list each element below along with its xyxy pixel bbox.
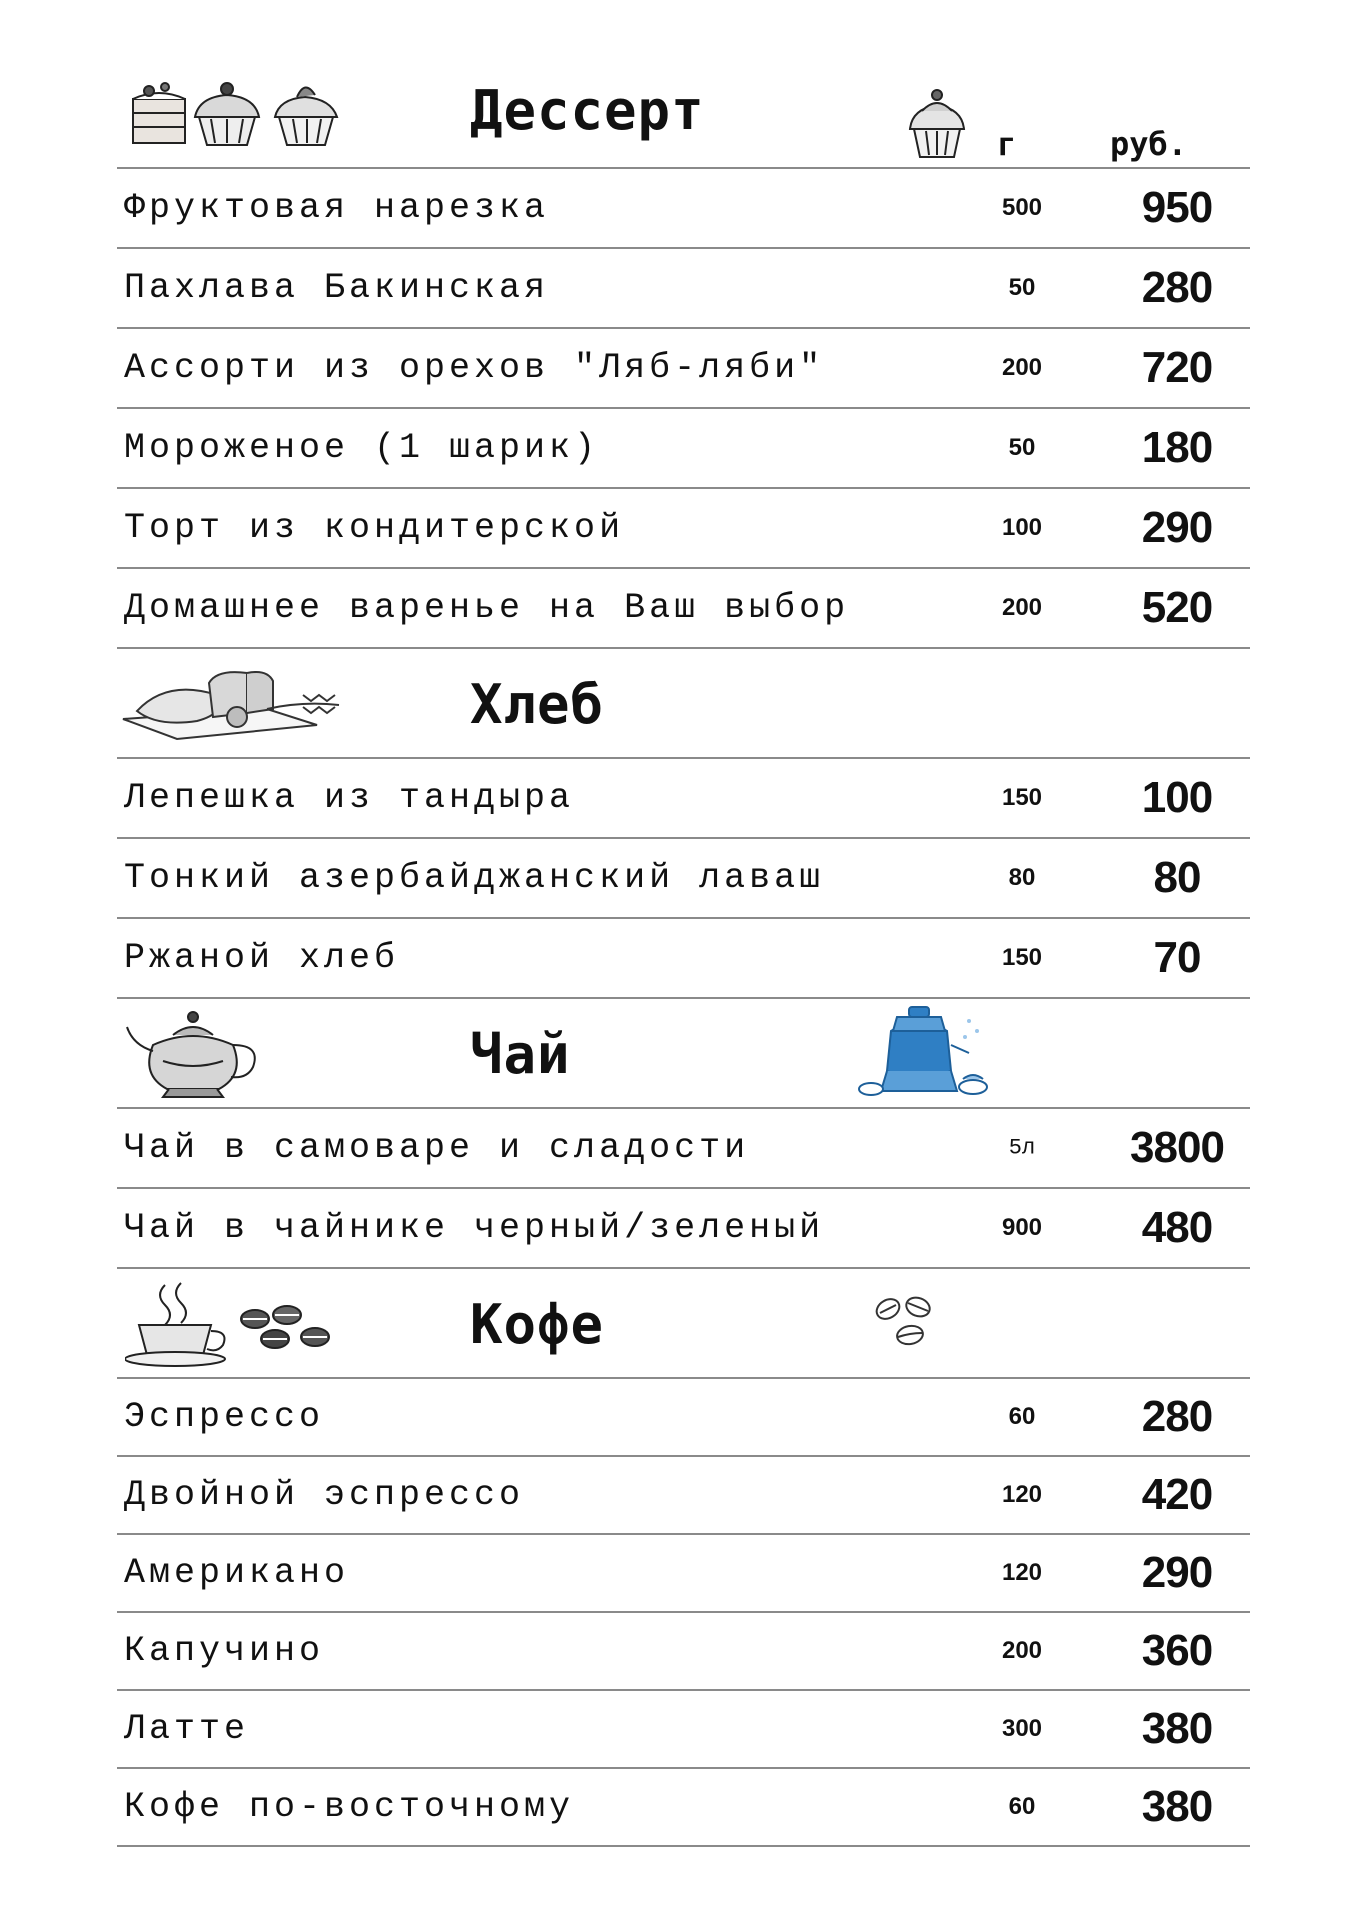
menu-item bbox=[117, 1189, 1250, 1269]
item-price: 100 bbox=[1141, 773, 1213, 822]
item-weight: 150 bbox=[1001, 944, 1043, 971]
cakes-icon bbox=[129, 73, 344, 149]
menu-item bbox=[117, 1613, 1250, 1691]
item-weight: 150 bbox=[1001, 784, 1043, 811]
menu-item bbox=[117, 1109, 1250, 1189]
item-weight: 80 bbox=[1008, 864, 1036, 891]
item-weight: 60 bbox=[1008, 1403, 1036, 1430]
section-title-coffee: Кофе bbox=[470, 1293, 605, 1356]
menu-item bbox=[117, 249, 1250, 329]
item-weight: 200 bbox=[1001, 354, 1043, 381]
item-weight: 500 bbox=[1001, 194, 1043, 221]
item-name: Тонкий азербайджанский лаваш bbox=[124, 858, 825, 898]
item-price: 180 bbox=[1141, 423, 1213, 472]
item-price: 280 bbox=[1141, 263, 1213, 312]
item-name: Чай в самоваре и сладости bbox=[124, 1128, 750, 1168]
menu-item bbox=[117, 759, 1250, 839]
item-price: 360 bbox=[1141, 1626, 1213, 1675]
section-title-dessert: Дессерт bbox=[470, 79, 705, 142]
item-price: 3800 bbox=[1130, 1123, 1224, 1172]
item-price: 280 bbox=[1141, 1392, 1213, 1441]
item-name: Американо bbox=[124, 1553, 350, 1593]
item-name: Ассорти из орехов "Ляб-ляби" bbox=[124, 348, 825, 388]
item-name: Пахлава Бакинская bbox=[124, 268, 550, 308]
item-name: Домашнее варенье на Ваш выбор bbox=[124, 588, 850, 628]
item-price: 420 bbox=[1141, 1470, 1213, 1519]
item-name: Латте bbox=[124, 1709, 250, 1749]
teapot-icon bbox=[123, 1005, 265, 1101]
section-header-coffee bbox=[117, 1269, 1250, 1379]
cupcake-icon bbox=[904, 85, 970, 161]
menu-item bbox=[117, 839, 1250, 919]
item-weight: 100 bbox=[1001, 514, 1043, 541]
item-name: Ржаной хлеб bbox=[124, 938, 400, 978]
section-title-tea: Чай bbox=[470, 1023, 571, 1086]
item-price: 290 bbox=[1141, 1548, 1213, 1597]
item-price: 950 bbox=[1141, 183, 1213, 232]
price-column-header: руб. bbox=[1110, 125, 1188, 163]
item-name: Двойной эспрессо bbox=[124, 1475, 525, 1515]
menu-item bbox=[117, 1769, 1250, 1847]
item-weight: 200 bbox=[1001, 1637, 1043, 1664]
item-weight: 60 bbox=[1008, 1793, 1036, 1820]
item-weight: 50 bbox=[1008, 274, 1036, 301]
coffee-cup-icon bbox=[125, 1279, 345, 1367]
bread-icon bbox=[117, 661, 347, 745]
item-name: Капучино bbox=[124, 1631, 325, 1671]
menu-item bbox=[117, 409, 1250, 489]
item-price: 290 bbox=[1141, 503, 1213, 552]
menu-item bbox=[117, 919, 1250, 999]
item-weight: 5л bbox=[1008, 1135, 1036, 1161]
item-name: Чай в чайнике черный/зеленый bbox=[124, 1208, 825, 1248]
item-weight: 200 bbox=[1001, 594, 1043, 621]
item-weight: 300 bbox=[1001, 1715, 1043, 1742]
menu-item bbox=[117, 1379, 1250, 1457]
item-name: Торт из кондитерской bbox=[124, 508, 625, 548]
samovar-icon bbox=[857, 1001, 991, 1101]
item-price: 80 bbox=[1153, 853, 1201, 902]
menu-item bbox=[117, 169, 1250, 249]
item-price: 520 bbox=[1141, 583, 1213, 632]
item-weight: 120 bbox=[1001, 1559, 1043, 1586]
menu-item bbox=[117, 1691, 1250, 1769]
item-price: 380 bbox=[1141, 1704, 1213, 1753]
item-name: Мороженое (1 шарик) bbox=[124, 428, 600, 468]
weight-column-header: г bbox=[997, 125, 1017, 163]
item-name: Лепешка из тандыра bbox=[124, 778, 575, 818]
item-price: 480 bbox=[1141, 1203, 1213, 1252]
section-header-bread bbox=[117, 649, 1250, 759]
item-name: Фруктовая нарезка bbox=[124, 188, 550, 228]
item-price: 380 bbox=[1141, 1782, 1213, 1831]
item-price: 720 bbox=[1141, 343, 1213, 392]
menu-item bbox=[117, 489, 1250, 569]
menu-item bbox=[117, 1535, 1250, 1613]
item-weight: 50 bbox=[1008, 434, 1036, 461]
coffee-beans-icon bbox=[872, 1291, 938, 1351]
section-header-dessert bbox=[117, 55, 1250, 169]
section-header-tea bbox=[117, 999, 1250, 1109]
item-name: Кофе по-восточному bbox=[124, 1787, 575, 1827]
item-name: Эспрессо bbox=[124, 1397, 325, 1437]
section-title-bread: Хлеб bbox=[470, 673, 605, 736]
item-price: 70 bbox=[1153, 933, 1201, 982]
item-weight: 900 bbox=[1001, 1214, 1043, 1241]
menu-item bbox=[117, 1457, 1250, 1535]
item-weight: 120 bbox=[1001, 1481, 1043, 1508]
menu-item bbox=[117, 329, 1250, 409]
menu-item bbox=[117, 569, 1250, 649]
